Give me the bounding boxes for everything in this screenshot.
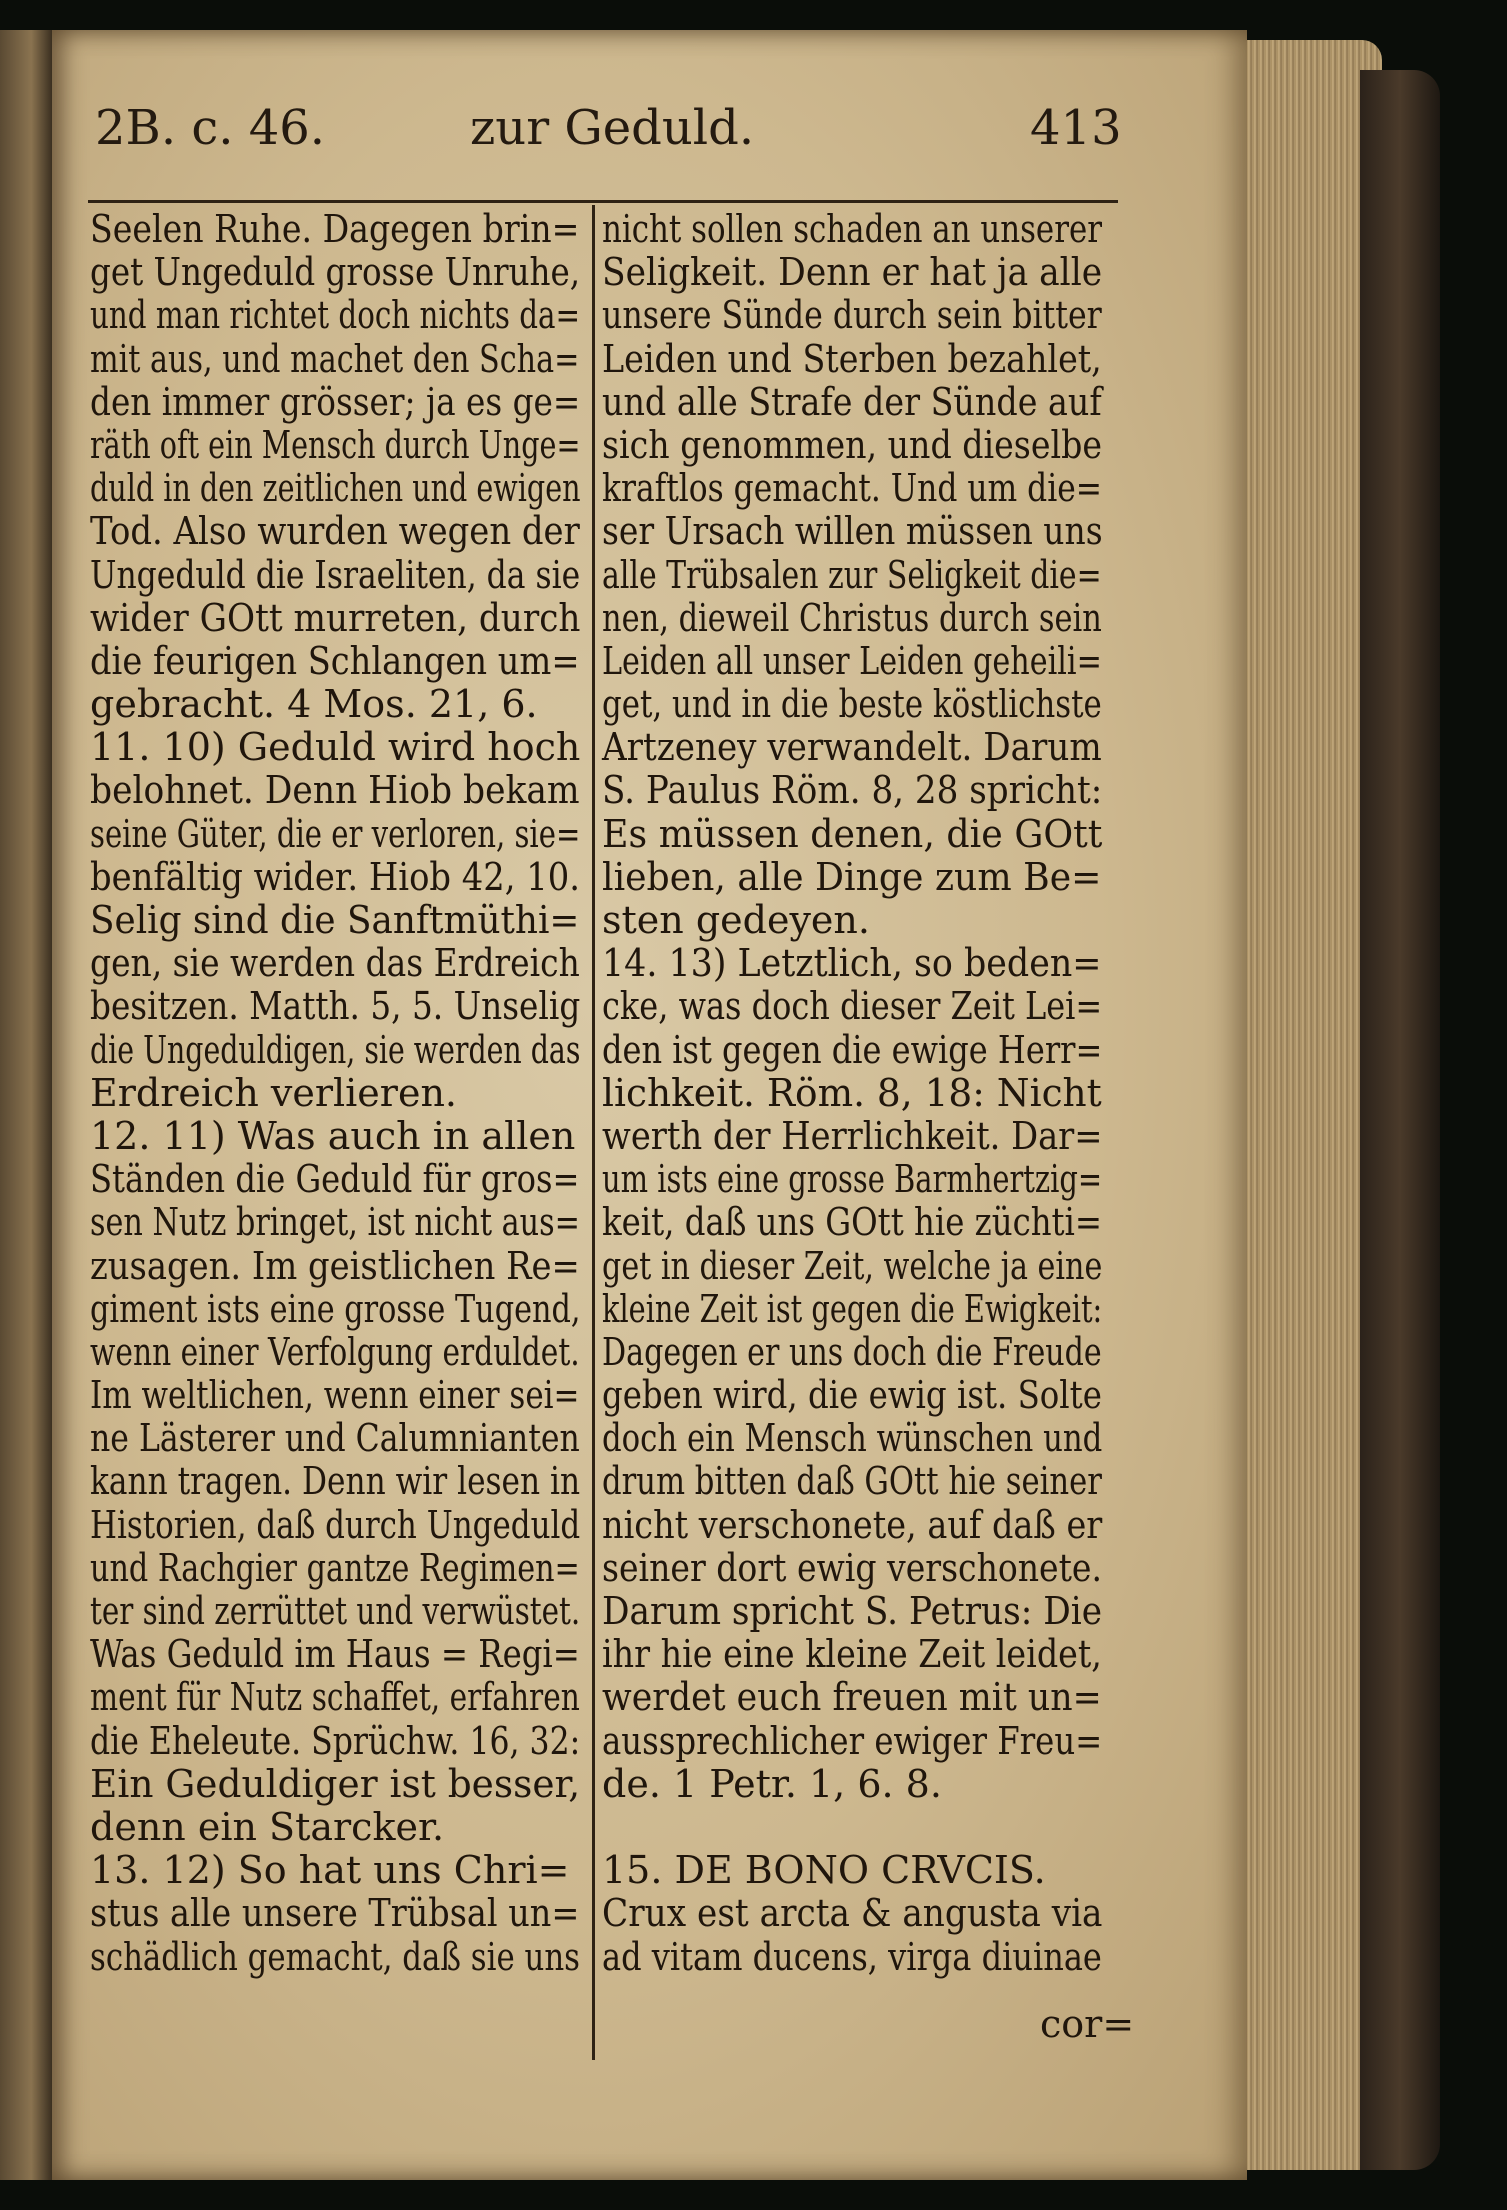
text-line: Es müssen denen, die GOtt xyxy=(602,811,1103,856)
text-line: ihr hie eine kleine Zeit leidet, xyxy=(602,1632,1102,1677)
text-line: Leiden all unser Leiden geheili= xyxy=(602,638,1102,683)
text-line: ter sind zerrüttet und verwüstet. xyxy=(90,1589,581,1633)
text-line: alle Trübsalen zur Seligkeit die= xyxy=(602,552,1102,597)
text-line: geben wird, die ewig ist. Solte xyxy=(602,1373,1102,1418)
book-cover xyxy=(1360,70,1440,2170)
text-line: ser Ursach willen müssen uns xyxy=(602,509,1103,554)
text-line: 12. 11) Was auch in allen xyxy=(90,1113,576,1158)
text-line: Leiden und Sterben bezahlet, xyxy=(602,336,1102,381)
text-line: Selig sind die Sanftmüthi= xyxy=(90,898,580,942)
text-line: die Ungeduldigen, sie werden das xyxy=(90,1027,581,1072)
text-line: Ungeduld die Israeliten, da sie xyxy=(90,552,581,597)
text-line: 11. 10) Geduld wird hoch xyxy=(90,725,581,770)
text-line: drum bitten daß GOtt hie seiner xyxy=(602,1459,1102,1504)
text-line: get Ungeduld grosse Unruhe, xyxy=(90,250,581,295)
text-line: aussprechlicher ewiger Freu= xyxy=(602,1718,1103,1763)
text-line: benfältig wider. Hiob 42, 10. xyxy=(90,854,580,899)
left-column xyxy=(90,208,580,1979)
text-line: belohnet. Denn Hiob bekam xyxy=(90,768,580,813)
text-line: Seligkeit. Denn er hat ja alle xyxy=(602,250,1103,295)
text-line: Darum spricht S. Petrus: Die xyxy=(602,1589,1103,1633)
text-line: und Rachgier gantze Regimen= xyxy=(90,1545,580,1590)
text-line: doch ein Mensch wünschen und xyxy=(602,1416,1103,1461)
text-line: 14. 13) Letztlich, so beden= xyxy=(602,941,1102,986)
text-line: Was Geduld im Haus = Regi= xyxy=(90,1632,580,1677)
text-line: lieben, alle Dinge zum Be= xyxy=(602,854,1102,899)
text-line: gebracht. 4 Mos. 21, 6. xyxy=(90,682,538,727)
text-line: Erdreich verlieren. xyxy=(90,1070,457,1115)
column-rule xyxy=(592,205,595,2060)
text-line: gen, sie werden das Erdreich xyxy=(90,941,580,986)
text-line: 15. DE BONO CRVCIS. xyxy=(602,1848,1046,1893)
text-line: ne Lästerer und Calumnianten xyxy=(90,1416,580,1461)
text-line: Ein Geduldiger ist besser, xyxy=(90,1761,581,1806)
text-line: den ist gegen die ewige Herr= xyxy=(602,1027,1103,1072)
text-line: kleine Zeit ist gegen die Ewigkeit: xyxy=(602,1286,1103,1331)
text-line: giment ists eine grosse Tugend, xyxy=(90,1286,581,1331)
text-line: Ständen die Geduld für gros= xyxy=(90,1157,580,1202)
text-line: ment für Nutz schaffet, erfahren xyxy=(90,1675,580,1720)
text-line: Im weltlichen, wenn einer sei= xyxy=(90,1373,580,1418)
text-line: Artzeney verwandelt. Darum xyxy=(602,725,1102,770)
header-rule xyxy=(88,200,1118,203)
text-line: den immer grösser; ja es ge= xyxy=(90,379,581,424)
text-line: sich genommen, und dieselbe xyxy=(602,422,1103,467)
text-line: cke, was doch dieser Zeit Lei= xyxy=(602,984,1103,1029)
text-line: ad vitam ducens, virga diuinae xyxy=(602,1934,1102,1979)
text-line: seine Güter, die er verloren, sie= xyxy=(90,811,581,856)
text-line: sten gedeyen. xyxy=(602,898,870,942)
text-line: kraftlos gemacht. Und um die= xyxy=(602,466,1102,511)
text-line: keit, daß uns GOtt hie züchti= xyxy=(602,1200,1103,1245)
text-line: get, und in die beste köstlichste xyxy=(602,682,1102,727)
text-line: und man richtet doch nichts da= xyxy=(90,293,581,338)
text-line: die feurigen Schlangen um= xyxy=(90,638,580,683)
text-line xyxy=(602,1806,1102,1849)
text-line: seiner dort ewig verschonete. xyxy=(602,1545,1102,1590)
text-line: sen Nutz bringet, ist nicht aus= xyxy=(90,1200,580,1245)
text-line: get in dieser Zeit, welche ja eine xyxy=(602,1243,1103,1288)
text-line: zusagen. Im geistlichen Re= xyxy=(90,1243,580,1288)
running-head-title: zur Geduld. xyxy=(470,100,755,156)
text-line: und alle Strafe der Sünde auf xyxy=(602,379,1102,424)
text-line: die Eheleute. Sprüchw. 16, 32: xyxy=(90,1718,581,1763)
text-line: Historien, daß durch Ungeduld xyxy=(90,1502,581,1547)
right-column xyxy=(602,208,1102,1979)
text-line: 13. 12) So hat uns Chri= xyxy=(90,1848,570,1893)
text-line: mit aus, und machet den Scha= xyxy=(90,336,580,381)
text-line: lichkeit. Röm. 8, 18: Nicht xyxy=(602,1070,1102,1115)
text-line: werdet euch freuen mit un= xyxy=(602,1675,1102,1720)
text-line: Seelen Ruhe. Dagegen brin= xyxy=(90,207,580,251)
text-line: räth oft ein Mensch durch Unge= xyxy=(90,422,581,467)
text-line: besitzen. Matth. 5, 5. Unselig xyxy=(90,984,581,1029)
text-line: wenn einer Verfolgung erduldet. xyxy=(90,1329,580,1374)
text-line: nen, dieweil Christus durch sein xyxy=(602,595,1102,640)
text-line: werth der Herrlichkeit. Dar= xyxy=(602,1113,1103,1158)
text-line: stus alle unsere Trübsal un= xyxy=(90,1891,580,1936)
text-line: nicht sollen schaden an unserer xyxy=(602,207,1102,251)
text-line: denn ein Starcker. xyxy=(90,1804,445,1849)
text-line: nicht verschonete, auf daß er xyxy=(602,1502,1103,1547)
text-line: Dagegen er uns doch die Freude xyxy=(602,1329,1102,1374)
text-line: unsere Sünde durch sein bitter xyxy=(602,293,1102,338)
page-number: 413 xyxy=(1030,100,1122,156)
text-line: kann tragen. Denn wir lesen in xyxy=(90,1459,581,1504)
text-line: um ists eine grosse Barmhertzig= xyxy=(602,1157,1103,1202)
catchword: cor= xyxy=(1040,2002,1135,2046)
text-line: schädlich gemacht, daß sie uns xyxy=(90,1934,580,1979)
facing-page-edge xyxy=(0,30,52,2180)
text-line: de. 1 Petr. 1, 6. 8. xyxy=(602,1761,942,1806)
text-line: Crux est arcta & angusta via xyxy=(602,1891,1103,1936)
text-line: S. Paulus Röm. 8, 28 spricht: xyxy=(602,768,1103,813)
text-line: wider GOtt murreten, durch xyxy=(90,595,581,640)
text-line: Tod. Also wurden wegen der xyxy=(90,509,580,554)
text-line: duld in den zeitlichen und ewigen xyxy=(90,466,581,511)
running-head-book-ref: 2B. c. 46. xyxy=(95,100,326,156)
